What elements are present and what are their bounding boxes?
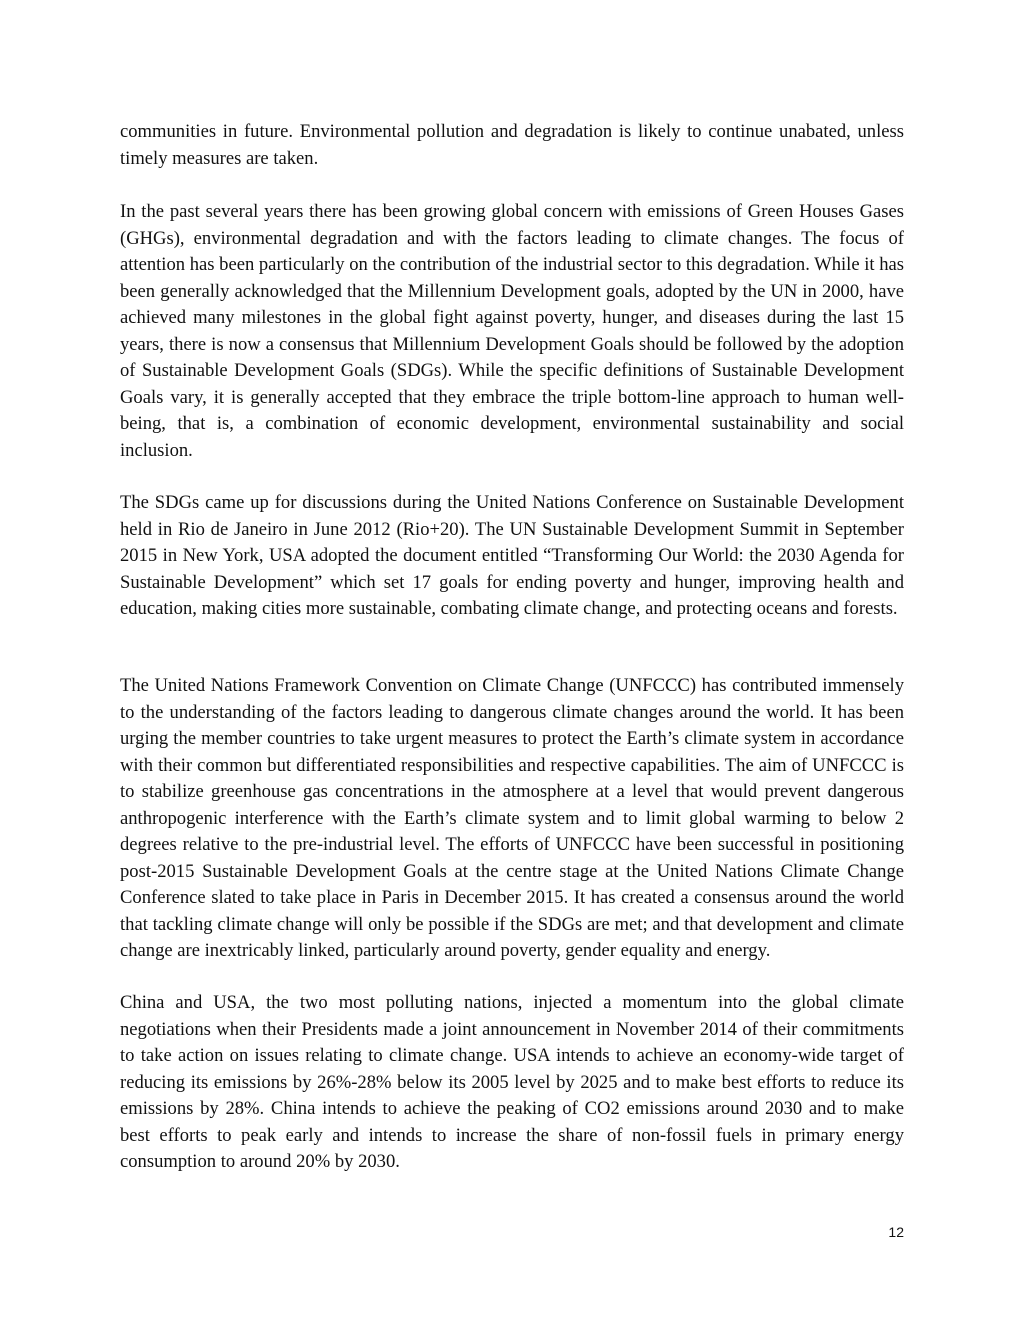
paragraph-continuation: communities in future. Environmental pollution and degradation is likely to continue unabated, unless timely measures are taken. <box>120 121 904 169</box>
paragraph-ghg-concerns: In the past several years there has been growing global concern with emissions of Green Houses Gases (GHGs), environmental degradation and with the factors leading to climate changes. The focus of attention has been particularly on the contribution of the industrial sector to this degradation. While it has been generally acknowledged that the Millennium Development goals, adopted by the UN in 2000, have achieved many milestones in the global fight against poverty, hunger, and diseases during the last 15 years, there is now a consensus that Millennium Development Goals should be followed by the adoption of Sustainable Development Goals (SDGs). While the specific definitions of Sustainable Development Goals vary, it is generally accepted that they embrace the triple bottom-line approach to human well-being, that is, a combination of economic development, environmental sustainability and social inclusion. <box>120 201 905 461</box>
paragraph-china-usa: China and USA, the two most polluting nations, injected a momentum into the global climate negotiations when their Presidents made a joint announcement in November 2014 of their commitments to take action on issues relating to climate change. USA intends to achieve an economy-wide target of reducing its emissions by 26%-28% below its 2005 level by 2025 and to make best efforts to reduce its emissions by 28%. China intends to achieve the peaking of CO2 emissions around 2030 and to make best efforts to peak early and intends to increase the share of non-fossil fuels in primary energy consumption to around 20% by 2030. <box>120 992 904 1172</box>
paragraph-unfccc: The United Nations Framework Convention on Climate Change (UNFCCC) has contributed immensely to the understanding of the factors leading to dangerous climate changes around the world. It has been urging the member countries to take urgent measures to protect the Earth’s climate system in accordance with their common but differentiated responsibilities and respective capabilities. The aim of UNFCCC is to stabilize greenhouse gas concentrations in the atmosphere at a level that would prevent dangerous anthropogenic interference with the Earth’s climate system and to limit global warming to below 2 degrees relative to the pre-industrial level. The efforts of UNFCCC have been successful in positioning post-2015 Sustainable Development Goals at the centre stage at the United Nations Climate Change Conference slated to take place in Paris in December 2015. It has created a consensus around the world that tackling climate change will only be possible if the SDGs are met; and that development and climate change are inextricably linked, particularly around poverty, gender equality and energy. <box>120 675 904 961</box>
page-number: 12 <box>888 1224 904 1240</box>
paragraph-sdgs-summit: The SDGs came up for discussions during the United Nations Conference on Sustainable Development held in Rio de Janeiro in June 2012 (Rio+20). The UN Sustainable Development Summit in September 2015 in New York, USA adopted the document entitled “Transforming Our World: the 2030 Agenda for Sustainable Development” which set 17 goals for ending poverty and hunger, improving health and education, making cities more sustainable, combating climate change, and protecting oceans and forests. <box>120 492 904 619</box>
